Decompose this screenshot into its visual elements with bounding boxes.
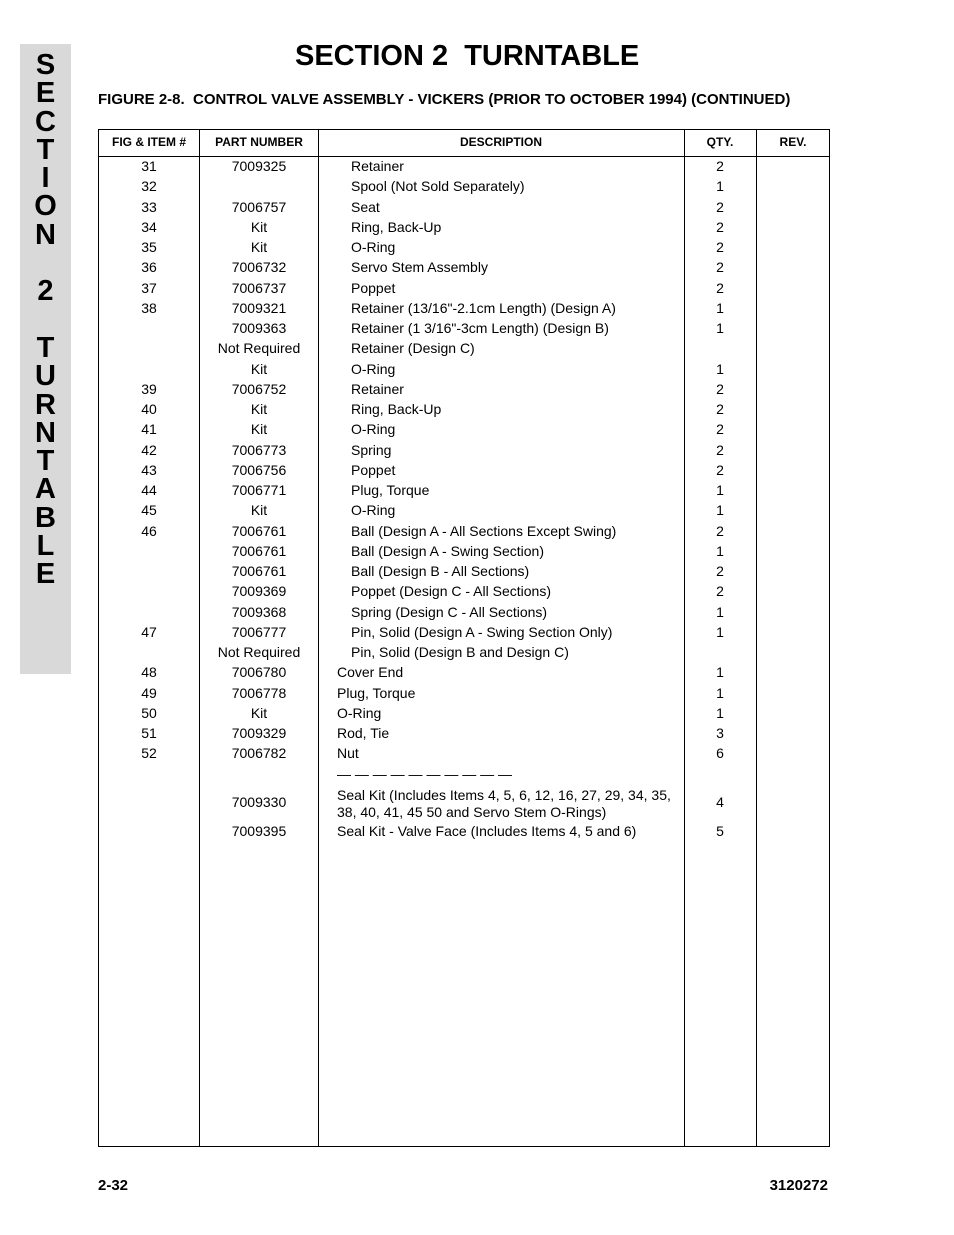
row-fig-item: 41 xyxy=(141,421,157,438)
side-tab-letter: I xyxy=(41,162,50,195)
row-fig-item: 47 xyxy=(141,623,157,640)
row-description: O-Ring xyxy=(351,360,396,377)
row-part-number: 7006761 xyxy=(231,542,287,559)
row-part-number: 7006773 xyxy=(231,441,287,458)
side-tab-letter: U xyxy=(35,360,56,393)
row-part-number: Kit xyxy=(250,704,268,721)
row-description: O-Ring xyxy=(337,704,382,721)
row-qty: 5 xyxy=(716,822,724,839)
header-rev: REV. xyxy=(779,135,807,149)
row-qty: 2 xyxy=(716,158,724,174)
section-side-tab xyxy=(20,44,71,674)
row-description: Spring (Design C - All Sections) xyxy=(351,603,548,620)
header-description: DESCRIPTION xyxy=(459,135,542,149)
row-qty: 1 xyxy=(716,360,724,377)
row-part-number: 7006761 xyxy=(231,522,287,539)
row-part-number: 7009321 xyxy=(231,299,287,316)
row-fig-item: 49 xyxy=(141,684,157,701)
header-divider xyxy=(99,156,829,157)
side-tab-letter: O xyxy=(34,190,57,223)
row-part-number: 7009395 xyxy=(231,822,287,839)
row-qty: 2 xyxy=(716,522,724,539)
side-tab-letter: B xyxy=(35,501,56,534)
side-tab-letter xyxy=(20,249,71,277)
row-qty: 1 xyxy=(716,542,724,559)
row-description: Seat xyxy=(351,198,380,215)
row-qty: 4 xyxy=(716,794,724,811)
row-fig-item: 34 xyxy=(141,218,157,235)
row-description: Spring xyxy=(351,441,392,458)
side-tab-letter: E xyxy=(35,558,56,591)
row-description: Pin, Solid (Design A - Swing Section Only) xyxy=(351,623,613,640)
row-part-number: Kit xyxy=(250,421,268,438)
side-tab-letter: N xyxy=(35,218,56,251)
row-description: Pin, Solid (Design B and Design C) xyxy=(351,644,569,660)
side-tab-letter: R xyxy=(35,388,56,421)
row-qty: 2 xyxy=(716,421,724,438)
row-fig-item: 33 xyxy=(141,198,157,215)
row-qty: 6 xyxy=(716,745,724,762)
row-part-number: 7006756 xyxy=(231,461,287,478)
header-qty: QTY. xyxy=(706,135,734,149)
row-fig-item: 44 xyxy=(141,482,157,498)
document-number: 3120272 xyxy=(769,1177,828,1194)
row-description: Retainer (Design C) xyxy=(351,340,475,357)
row-description: Plug, Torque xyxy=(337,684,416,701)
row-description: Plug, Torque xyxy=(351,482,430,498)
page-number: 2-32 xyxy=(98,1177,129,1194)
side-tab-letter: E xyxy=(35,77,56,110)
row-part-number: Kit xyxy=(250,401,268,417)
row-part-number: 7009325 xyxy=(231,158,287,174)
row-part-number: 7006778 xyxy=(231,684,287,701)
row-fig-item: 36 xyxy=(141,259,157,276)
row-description: O-Ring xyxy=(351,239,396,255)
row-description: Ring, Back-Up xyxy=(351,218,442,235)
row-qty: 2 xyxy=(716,563,724,579)
row-part-number: 7006732 xyxy=(231,259,287,276)
side-tab-letter xyxy=(20,306,71,334)
row-part-number: Not Required xyxy=(217,340,301,357)
row-fig-item: 40 xyxy=(141,401,157,417)
parts-table xyxy=(98,129,830,1147)
row-qty: 1 xyxy=(716,320,724,336)
row-qty: 1 xyxy=(716,299,724,316)
side-tab-letter: 2 xyxy=(37,275,54,308)
side-tab-letter: T xyxy=(36,133,55,166)
row-part-number: 7006780 xyxy=(231,664,287,681)
row-fig-item: 50 xyxy=(141,704,157,721)
row-fig-item: 45 xyxy=(141,502,157,519)
row-part-number: 7009330 xyxy=(231,794,287,811)
header-fig-item: FIG & ITEM # xyxy=(111,135,186,149)
figure-title: FIGURE 2-8. CONTROL VALVE ASSEMBLY - VICKERS (PRIOR TO OCTOBER 1994) (CONTINUED) xyxy=(98,91,791,108)
row-fig-item: 51 xyxy=(141,725,157,741)
row-qty: 2 xyxy=(716,239,724,255)
row-description: Rod, Tie xyxy=(337,725,390,741)
row-part-number: Kit xyxy=(250,502,268,519)
row-description: Servo Stem Assembly xyxy=(351,259,488,276)
row-part-number: Not Required xyxy=(217,644,301,660)
header-part-number: PART NUMBER xyxy=(215,135,303,149)
row-qty: 1 xyxy=(716,502,724,519)
row-description: Retainer (1 3/16"-3cm Length) (Design B) xyxy=(351,320,609,336)
row-part-number: 7009363 xyxy=(231,320,287,336)
row-part-number: 7006771 xyxy=(231,482,287,498)
row-fig-item: 35 xyxy=(141,239,157,255)
row-part-number: 7006777 xyxy=(231,623,287,640)
row-part-number: 7009329 xyxy=(231,725,287,741)
row-qty: 1 xyxy=(716,623,724,640)
row-description: Ball (Design A - Swing Section) xyxy=(351,542,544,559)
row-description: Poppet (Design C - All Sections) xyxy=(351,583,551,600)
row-description: — — — — — — — — — — xyxy=(337,765,513,782)
row-part-number: Kit xyxy=(250,360,268,377)
row-fig-item: 38 xyxy=(141,299,157,316)
row-qty: 2 xyxy=(716,401,724,417)
row-part-number: 7009368 xyxy=(231,603,287,620)
row-fig-item: 46 xyxy=(141,522,157,539)
row-part-number: 7006752 xyxy=(231,380,287,397)
row-description: O-Ring xyxy=(351,421,396,438)
row-description: Seal Kit (Includes Items 4, 5, 6, 12, 16, 27, 29, 34, 35, 38, 40, 41, 45 50 and Servo Stem O-Rings) xyxy=(337,786,671,820)
row-description: Ball (Design A - All Sections Except Swing) xyxy=(351,522,617,539)
row-qty: 2 xyxy=(716,380,724,397)
row-qty: 1 xyxy=(716,603,724,620)
row-part-number: 7006757 xyxy=(231,198,287,215)
side-tab-letter: S xyxy=(35,49,56,81)
row-part-number: 7006782 xyxy=(231,745,287,762)
row-qty: 1 xyxy=(716,664,724,681)
row-qty: 1 xyxy=(716,704,724,721)
row-fig-item: 39 xyxy=(141,380,157,397)
row-description: Spool (Not Sold Separately) xyxy=(351,178,525,195)
row-part-number: 7009369 xyxy=(231,583,287,600)
row-description: Nut xyxy=(337,745,359,762)
row-description: Cover End xyxy=(337,664,404,681)
side-tab-letter: T xyxy=(36,445,55,478)
row-description: Retainer xyxy=(351,380,404,397)
side-tab-letter: A xyxy=(35,473,56,506)
row-qty: 1 xyxy=(716,482,724,498)
row-qty: 2 xyxy=(716,198,724,215)
row-description: Seal Kit - Valve Face (Includes Items 4, 5 and 6) xyxy=(337,822,637,839)
row-description: Ball (Design B - All Sections) xyxy=(351,563,530,579)
row-qty: 2 xyxy=(716,279,724,296)
row-description: Retainer xyxy=(351,158,404,174)
row-qty: 1 xyxy=(716,178,724,195)
side-tab-letter: N xyxy=(35,416,56,449)
row-qty: 2 xyxy=(716,259,724,276)
row-fig-item: 37 xyxy=(141,279,157,296)
row-qty: 2 xyxy=(716,218,724,235)
row-description: O-Ring xyxy=(351,502,396,519)
row-part-number: 7006737 xyxy=(231,279,287,296)
row-description: Ring, Back-Up xyxy=(351,401,442,417)
row-fig-item: 42 xyxy=(141,441,157,458)
side-tab-letter: T xyxy=(36,331,55,364)
row-description: Poppet xyxy=(351,461,396,478)
row-fig-item: 43 xyxy=(141,461,157,478)
row-qty: 1 xyxy=(716,684,724,701)
row-fig-item: 31 xyxy=(141,158,157,174)
row-fig-item: 52 xyxy=(141,745,157,762)
row-qty: 2 xyxy=(716,441,724,458)
side-tab-letter: C xyxy=(35,105,56,138)
row-part-number: 7006761 xyxy=(231,563,287,579)
row-qty: 2 xyxy=(716,461,724,478)
row-description: Retainer (13/16"-2.1cm Length) (Design A) xyxy=(351,299,616,316)
row-fig-item: 32 xyxy=(141,178,157,195)
row-part-number: Kit xyxy=(250,218,268,235)
row-qty: 3 xyxy=(716,725,724,741)
row-qty: 2 xyxy=(716,583,724,600)
row-fig-item: 48 xyxy=(141,664,157,681)
side-tab-letter: L xyxy=(36,530,55,563)
column-divider xyxy=(756,130,757,1146)
row-part-number: Kit xyxy=(250,239,268,255)
page-title: SECTION 2 TURNTABLE xyxy=(295,40,640,72)
row-description: Poppet xyxy=(351,279,396,296)
